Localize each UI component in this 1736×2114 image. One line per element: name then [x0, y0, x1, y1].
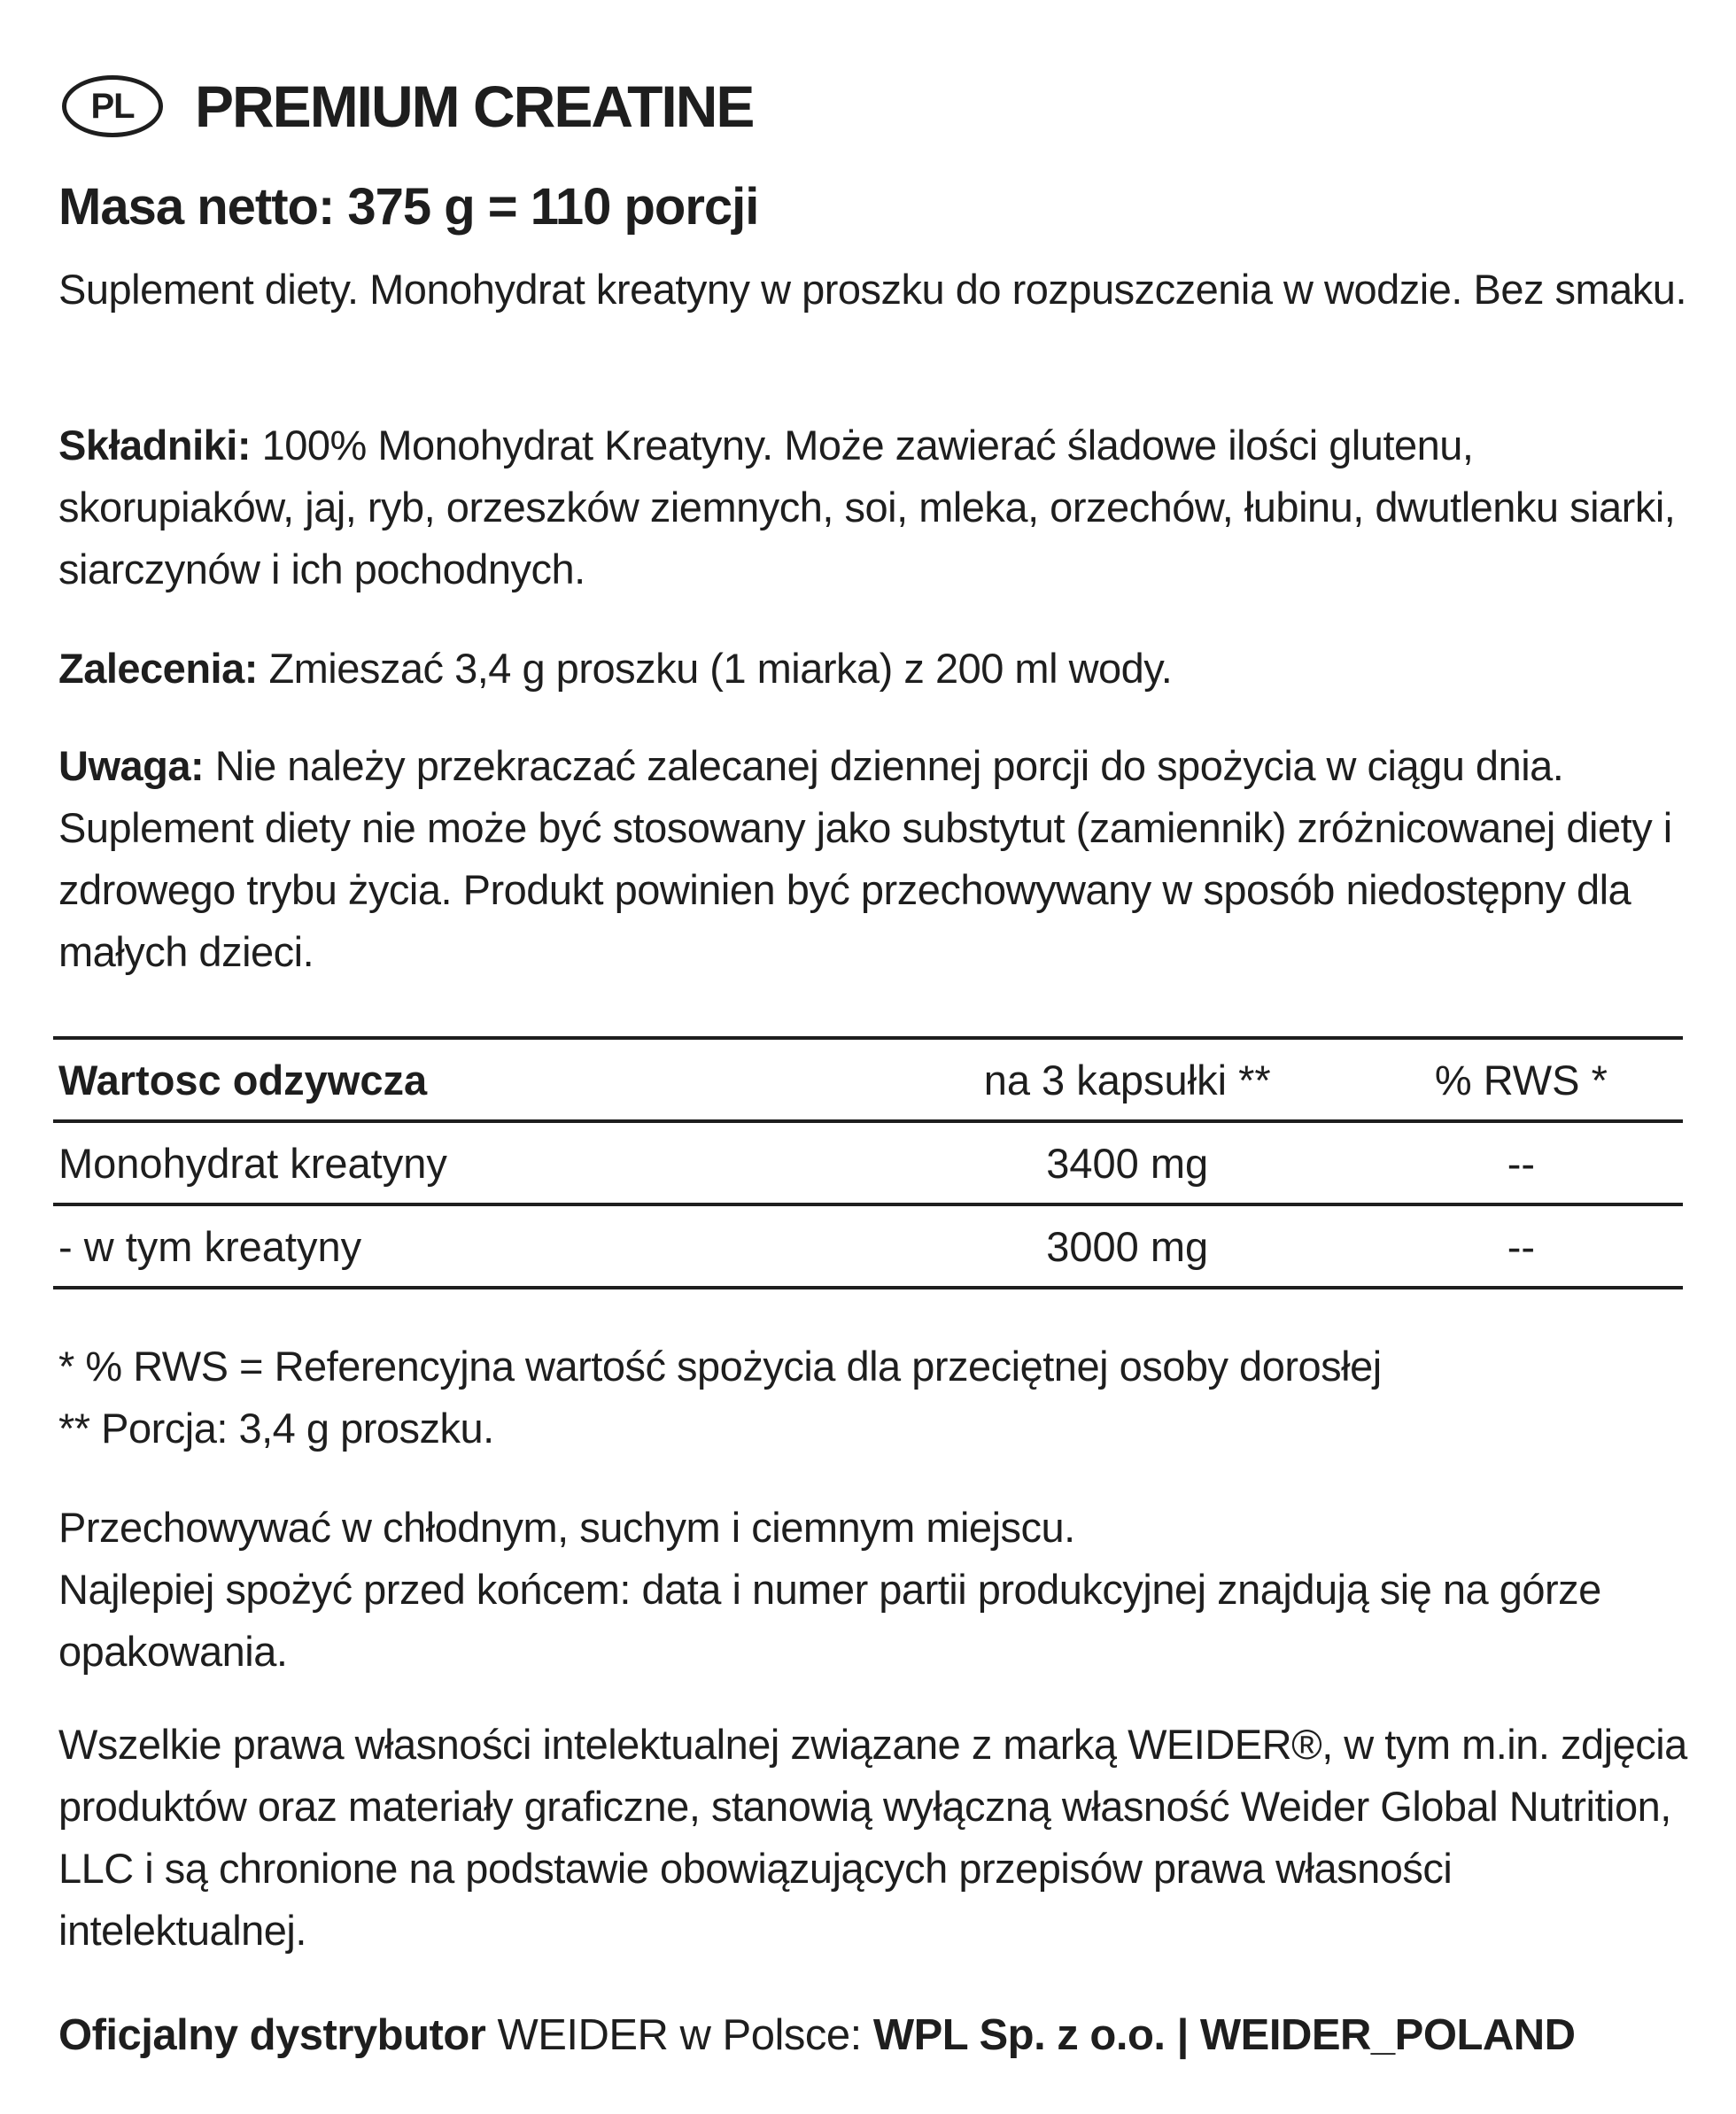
- distributor-middle: WEIDER w Polsce:: [485, 2011, 873, 2059]
- warning-label: Uwaga:: [58, 742, 205, 789]
- distributor-label: Oficjalny dystrybutor: [58, 2011, 486, 2059]
- table-row: [53, 1204, 1683, 1288]
- row-name: Monohydrat kreatyny: [58, 1139, 447, 1187]
- footnote-rws: * % RWS = Referencyjna wartość spożycia dla przeciętnej osoby dorosłej: [58, 1343, 1382, 1390]
- column-header-amount: na 3 kapsułki **: [983, 1056, 1271, 1103]
- warning-section: [58, 735, 1688, 983]
- product-title: PREMIUM CREATINE: [195, 74, 754, 139]
- storage-section: [58, 1497, 1688, 1683]
- warning-text: Nie należy przekraczać zalecanej dziennej porcji do spożycia w ciągu dnia. Suplement diety nie może być stosowany jako substytut (zamiennik) zróżnicowanej diety i zdrowego trybu życia. Produkt powinien być przechowywany w sposób niedostępny dla małych dzieci.: [58, 742, 1672, 975]
- row-name: - w tym kreatyny: [58, 1222, 362, 1270]
- footnote-portion: ** Porcja: 3,4 g proszku.: [58, 1405, 494, 1452]
- description-text: Suplement diety. Monohydrat kreatyny w proszku do rozpuszczenia w wodzie. Bez smaku.: [58, 266, 1686, 313]
- row-rws: --: [1507, 1139, 1536, 1187]
- recommendations-label: Zalecenia:: [58, 645, 258, 692]
- best-before-text: Najlepiej spożyć przed końcem: data i numer partii produkcyjnej znajdują się na górze opakowania.: [58, 1566, 1601, 1675]
- row-amount: 3000 mg: [1046, 1222, 1209, 1270]
- label-header: [62, 69, 753, 143]
- recommendations-text: Zmieszać 3,4 g proszku (1 miarka) z 200 ml wody.: [257, 645, 1173, 692]
- language-badge: PL: [62, 75, 163, 137]
- footnotes: [58, 1336, 1688, 1460]
- nutrition-table: [53, 1036, 1683, 1289]
- row-rws: --: [1507, 1222, 1536, 1270]
- storage-text: Przechowywać w chłodnym, suchym i ciemnym miejscu.: [58, 1504, 1075, 1551]
- ingredients-label: Składniki:: [58, 422, 252, 468]
- table-header-row: [53, 1038, 1683, 1121]
- column-header-rws: % RWS *: [1434, 1056, 1608, 1103]
- ingredients-section: [58, 414, 1688, 600]
- row-amount: 3400 mg: [1046, 1139, 1209, 1187]
- distributor-line: [58, 2010, 1576, 2060]
- table-row: [53, 1121, 1683, 1204]
- distributor-company: WPL Sp. z o.o. | WEIDER_POLAND: [872, 2011, 1576, 2059]
- ip-notice: Wszelkie prawa własności intelektualnej związane z marką WEIDER®, w tym m.in. zdjęcia produktów oraz materiały graficzne, stanowią wyłączną własność Weider Global Nutrition, LLC i są chronione na podstawie obowiązujących przepisów prawa własności intelektualnej.: [58, 1721, 1687, 1954]
- recommendations-section: [58, 638, 1688, 700]
- ingredients-text: 100% Monohydrat Kreatyny. Może zawierać śladowe ilości glutenu, skorupiaków, jaj, ryb, orzeszków ziemnych, soi, mleka, orzechów, łubinu, dwutlenku siarki, siarczynów i ich pochodnych.: [58, 422, 1676, 592]
- column-header-name: Wartosc odzywcza: [58, 1056, 428, 1103]
- net-weight: Masa netto: 375 g = 110 porcji: [58, 178, 759, 236]
